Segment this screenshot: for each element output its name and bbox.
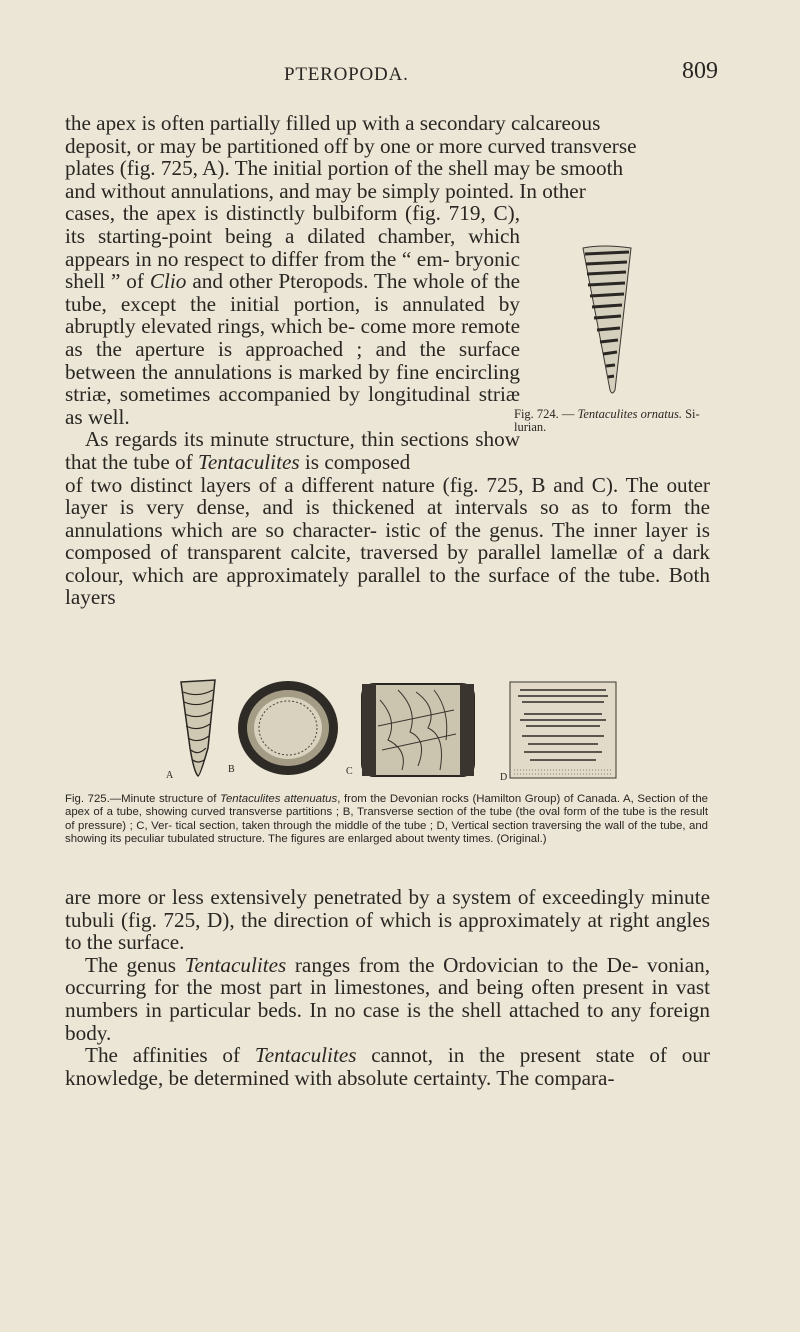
page-header: [0, 58, 800, 88]
figure-725-a: [166, 678, 218, 781]
para2-genus-range: The genus Tentaculites ranges from the Ordovician to the De- vonian, occurring for the most part in limestones, and being often present in vast numbers in particular beds. In no case is the shell attached to any foreign body.: [65, 952, 710, 1045]
figure-725-c: [346, 680, 478, 780]
para1-continued-text: of two distinct layers of a different nature (fig. 725, B and C). The outer layer is very dense, and is thickened at intervals so as to form the annulations which are so character- istic of the genus. The inner layer is composed of transparent calcite, traversed by parallel lamellæ of a dark colour, which are approximately parallel to the surface of the tube. Both layers: [65, 472, 710, 610]
para1-line: and without annulations, and may be simply pointed. In other: [65, 178, 586, 203]
para2-text: are more or less extensively penetrated by a system of exceedingly minute tubuli (fig. 725, D), the direction of which is approximately at right angles to the surface.: [65, 885, 710, 955]
figure-725-b: [230, 678, 342, 780]
running-title: PTEROPODA.: [284, 64, 409, 85]
para1-structure-text: As regards its minute structure, thin sections show that the tube of Tentaculites is composed: [65, 427, 520, 474]
para1-line: the apex is often partially filled up with a secondary calcareous: [65, 111, 601, 135]
figure-724-caption: Fig. 724. — Tentaculites ornatus. Si- lurian.: [514, 407, 700, 434]
figure-label-d: D: [500, 772, 508, 783]
para1-line: deposit, or may be partitioned off by one or more curved transverse: [65, 133, 637, 158]
figure-725-d: [500, 680, 618, 783]
paragraph-2: [65, 886, 710, 1089]
figure-725-caption: Fig. 725.—Minute structure of Tentaculites attenuatus, from the Devonian rocks (Hamilton Group) of Canada. A, Section of the apex of a tube, showing curved transverse partitions ; B, Transverse section of the tube (the oval form of the tube is the result of pressure) ; C, Ver- tical section, taken through the middle of the tube ; D, Vertical section traversing the wall of the tube, and showing its peculiar tubulated structure. The figures are enlarged about twenty times. (Original.): [65, 793, 708, 846]
figure-label-c: C: [346, 766, 353, 777]
figure-725: [166, 678, 678, 783]
page-number: 809: [682, 58, 718, 84]
para1-line: plates (fig. 725, A). The initial portion of the shell may be smooth: [65, 156, 624, 181]
figure-label-a: A: [166, 770, 174, 781]
figure-724-illustration: [555, 240, 655, 400]
figure-label-b: B: [228, 764, 235, 775]
para1-wrapped-text: cases, the apex is distinctly bulbiform (fig. 719, C), its starting-point being a dilated chamber, which appears in no respect to differ from the “ em- bryonic shell ” of Clio and other Pteropods. The whole of the tube, except the initial portion, is annulated by abruptly elevated rings, which be- come more remote as the aperture is approached ; and the surface between the annulations is marked by fine encircling striæ, sometimes accompanied by longitudinal striæ as well.: [65, 201, 520, 429]
para2-affinities: The affinities of Tentaculites cannot, in the present state of our knowledge, be determined with absolute certainty. The compara-: [65, 1043, 710, 1090]
